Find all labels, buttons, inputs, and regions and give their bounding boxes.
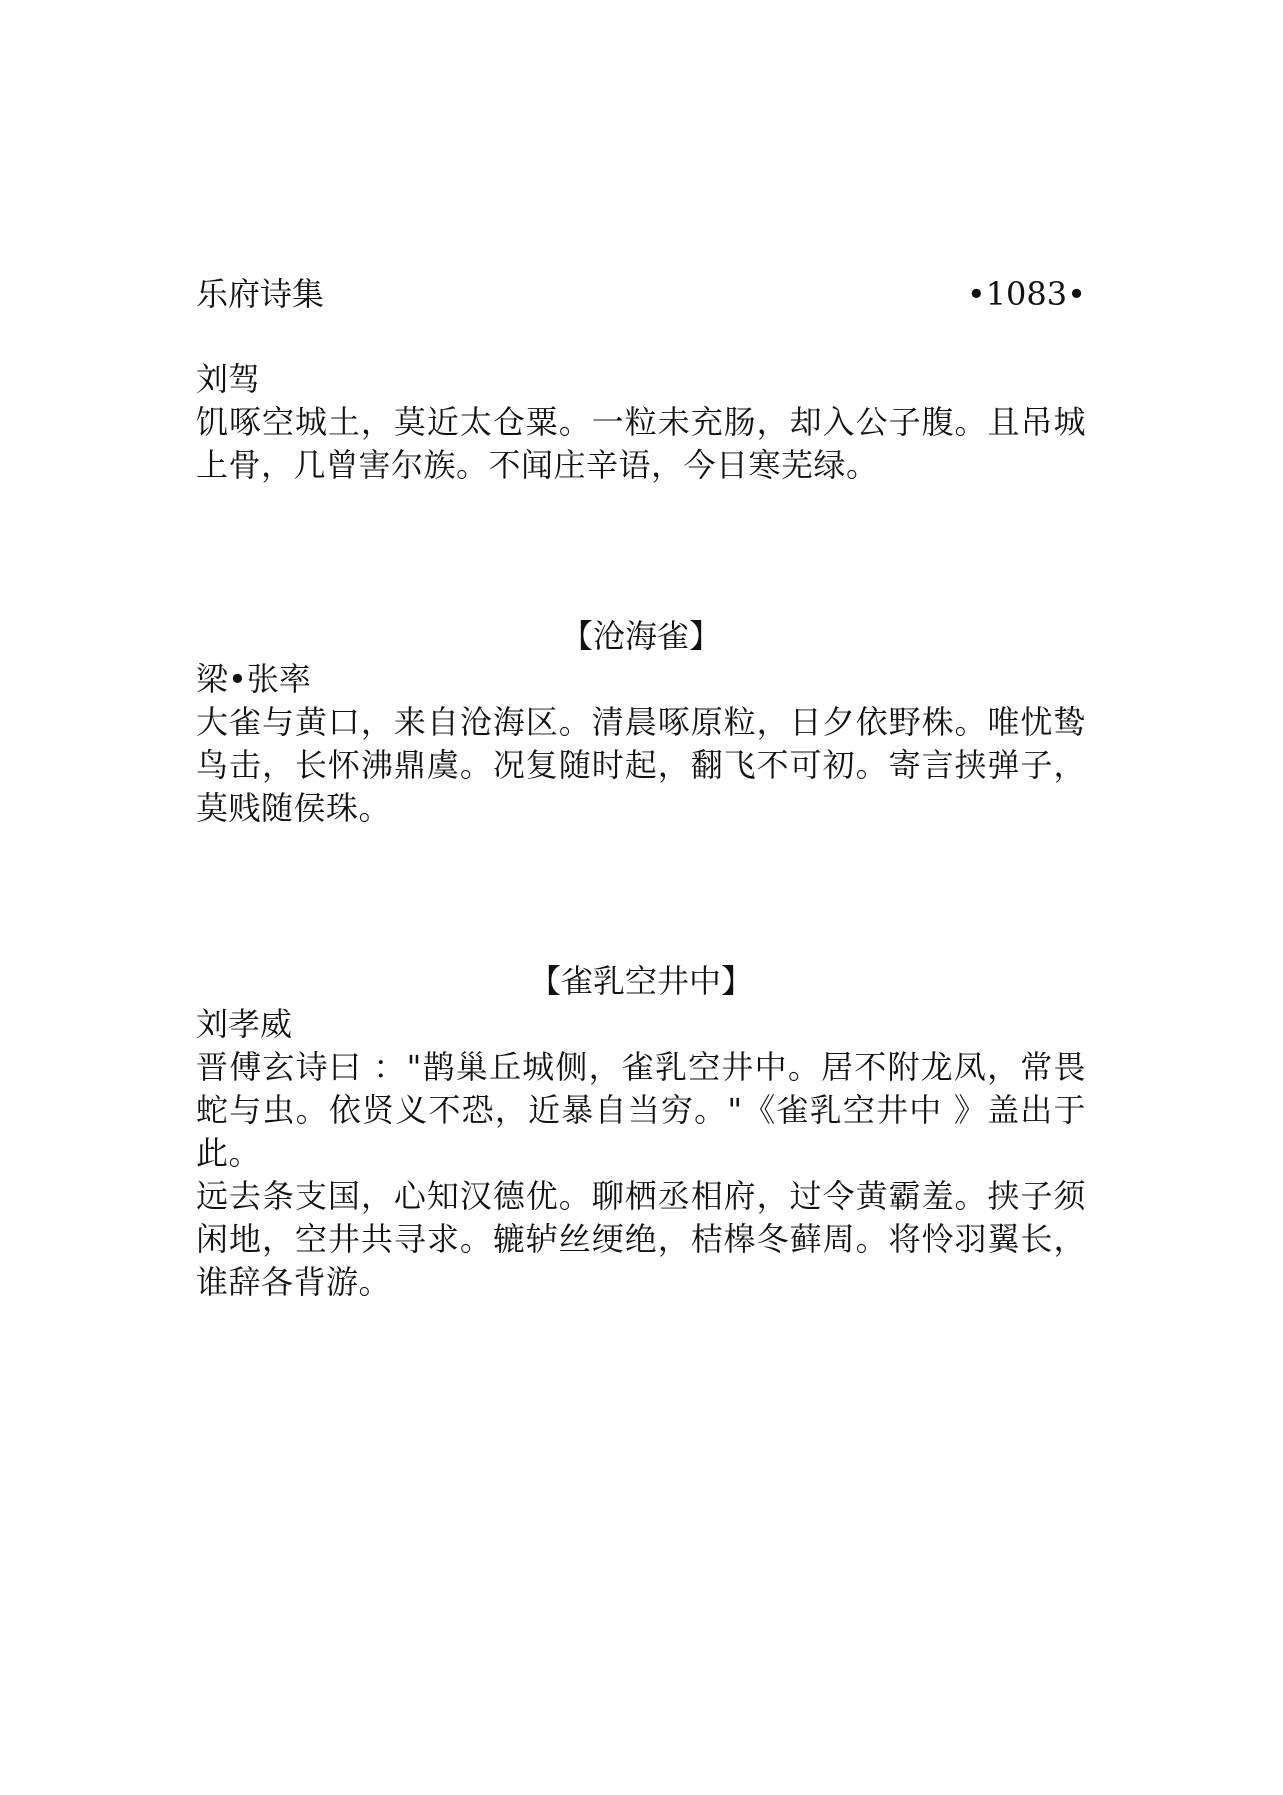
poem-section-liu-jia [196,358,1086,487]
poem-author: 刘孝威 [196,1005,293,1043]
poem-title: 【雀乳空井中】 [528,962,753,1000]
poem-section-canghai-que [196,615,1086,830]
poem-section-queru-kongjing [196,960,1086,1304]
document-page [196,0,1086,1795]
poem-preface: 晋傅玄诗曰 ："鹊巢丘城侧，雀乳空井中。居不附龙凤，常畏蛇与虫。依贤义不恐，近暴自当穷。"《雀乳空井中 》盖出于此。 [196,1048,1086,1172]
book-title: 乐府诗集 [196,275,325,313]
poem-author: 刘驾 [196,360,261,398]
poem-author: 梁•张率 [196,660,311,698]
page-header [196,270,1086,318]
poem-text: 远去条支国，心知汉德优。聊栖丞相府，过令黄霸羞。挟子须闲地，空井共寻求。辘轳丝绠绝，桔槔冬藓周。将怜羽翼长，谁辞各背游。 [196,1177,1086,1301]
page-number: •1083• [966,275,1086,313]
poem-text: 大雀与黄口，来自沧海区。清晨啄原粒，日夕依野株。唯忧鸷鸟击，长怀沸鼎虞。况复随时起，翻飞不可初。寄言挟弹子，莫贱随侯珠。 [196,703,1086,827]
poem-text: 饥啄空城土，莫近太仓粟。一粒未充肠，却入公子腹。且吊城上骨，几曾害尔族。不闻庄辛语，今日寒芜绿。 [196,403,1086,484]
poem-title: 【沧海雀】 [560,617,721,655]
